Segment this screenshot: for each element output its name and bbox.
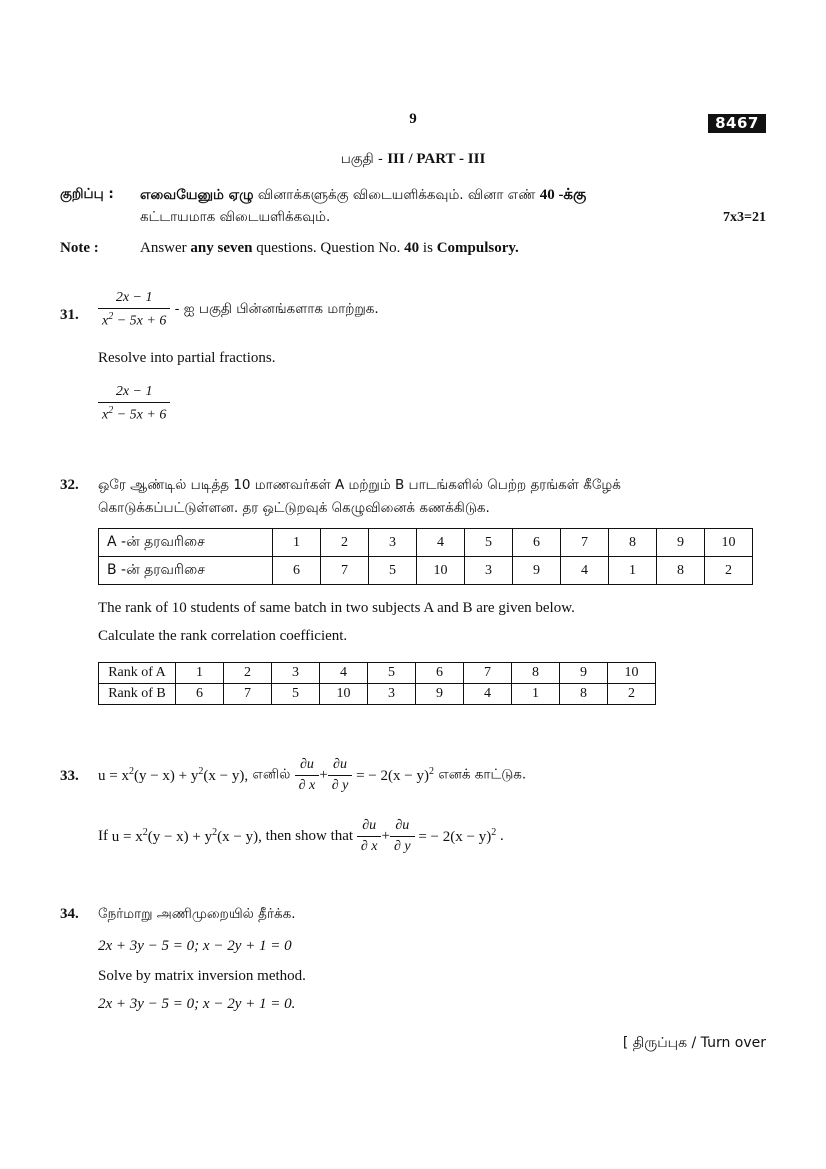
q32-ta-line2: கொடுக்கப்பட்டுள்ளன. தர ஒட்டுறவுக் கெழுவினைக் கணக்கிடுக.: [98, 500, 490, 516]
q34-equation-ta: 2x + 3y − 5 = 0; x − 2y + 1 = 0: [98, 938, 292, 954]
ta-rank-a-cell: 2: [321, 529, 369, 557]
ta-rank-b-cell: 3: [465, 557, 513, 585]
note-en-bold3: Compulsory.: [436, 240, 519, 256]
q31-en-fraction-wrap: [98, 384, 170, 424]
part-title: [0, 151, 826, 169]
q33-u-c-en: (x − y),: [217, 829, 262, 845]
q31-frac-den-en: [98, 403, 170, 424]
q31-ta-text: - ஐ பகுதி பின்னங்களாக மாற்றுக.: [170, 300, 379, 317]
en-rank-a-cell: 2: [224, 663, 272, 684]
en-row-b-label: Rank of B: [99, 684, 176, 705]
q34-en-text: Solve by matrix inversion method.: [98, 968, 306, 984]
q33-du-dx-en: [357, 818, 382, 855]
q31-ta-line: [98, 290, 379, 330]
ta-row-b-label: B -ன் தரவரிசை: [99, 557, 273, 585]
en-rank-a-cell: 6: [416, 663, 464, 684]
q33-rhs-expr-en: = − 2(x − y): [418, 829, 492, 845]
q33-en-if: If: [98, 828, 112, 844]
en-rank-b-cell: 4: [464, 684, 512, 705]
paper-code-badge: 8467: [708, 114, 766, 133]
q33-du-dy: [328, 757, 353, 794]
en-rank-a-cell: 10: [608, 663, 656, 684]
q33-dy-en: ∂ y: [393, 839, 411, 854]
note-ta-q-number: 40 -க்கு: [539, 187, 587, 203]
ta-row-a-label: A -ன் தரவரிசை: [99, 529, 273, 557]
note-en-label: Note :: [60, 240, 99, 256]
en-rank-a-cell: 4: [320, 663, 368, 684]
q33-dx: ∂ x: [298, 778, 316, 793]
table-row: [99, 663, 656, 684]
q31-frac-num: 2x − 1: [98, 290, 170, 309]
ta-rank-b-cell: 6: [273, 557, 321, 585]
note-en: [140, 240, 519, 257]
q33-du-dy-en: [390, 818, 415, 855]
q33-ta-show: எனக் காட்டுக.: [433, 766, 527, 783]
en-rank-b-cell: 1: [512, 684, 560, 705]
en-rank-a-cell: 5: [368, 663, 416, 684]
q33-u-b-en: (y − x) + y: [147, 829, 213, 845]
ta-rank-a-cell: 3: [369, 529, 417, 557]
q33-u-expr-en: [112, 829, 262, 845]
en-rank-b-cell: 9: [416, 684, 464, 705]
q31-fraction-en: [98, 384, 170, 424]
part-title-ta: பகுதி -: [340, 151, 388, 167]
q33-en-end: .: [496, 828, 504, 844]
q33-rhs-sup-en: 2: [491, 827, 497, 838]
q33-rhs-expr: = − 2(x − y): [356, 768, 429, 784]
q33-plus: +: [319, 767, 328, 783]
q33-number: 33.: [60, 768, 79, 784]
page-number: 9: [409, 111, 417, 127]
table-row: [99, 684, 656, 705]
q32-number: 32.: [60, 477, 79, 493]
q33-rhs: [356, 768, 434, 784]
ta-rank-b-cell: 9: [513, 557, 561, 585]
en-rank-b-cell: 10: [320, 684, 368, 705]
q33-u-sup2-en: 2: [212, 827, 218, 838]
q33-dy: ∂ y: [331, 778, 349, 793]
en-rank-a-cell: 1: [176, 663, 224, 684]
q33-rhs-sup: 2: [428, 766, 434, 777]
q31-frac-den: [98, 309, 170, 330]
ta-rank-a-cell: 1: [273, 529, 321, 557]
ta-rank-b-cell: 2: [705, 557, 753, 585]
q32-ta-rank-table: [98, 528, 753, 585]
note-en-bold1: any seven: [190, 240, 253, 256]
q31-den-b: − 5x + 6: [113, 313, 167, 329]
ta-rank-b-cell: 1: [609, 557, 657, 585]
note-en-part1: Answer: [140, 240, 191, 256]
note-en-part2: questions. Question No.: [252, 240, 405, 256]
en-rank-a-cell: 7: [464, 663, 512, 684]
note-en-part3: is: [419, 240, 437, 256]
q33-ta-line: [98, 757, 526, 794]
q33-en-then: then show that: [261, 828, 357, 844]
en-rank-b-cell: 3: [368, 684, 416, 705]
en-rank-a-cell: 3: [272, 663, 320, 684]
q33-u-sup1-en: 2: [142, 827, 148, 838]
q31-den-sup: 2: [108, 311, 114, 322]
ta-rank-a-cell: 6: [513, 529, 561, 557]
q31-frac-num-en: 2x − 1: [98, 384, 170, 403]
q31-fraction-ta: [98, 290, 170, 330]
en-rank-b-cell: 5: [272, 684, 320, 705]
ta-rank-a-cell: 4: [417, 529, 465, 557]
ta-rank-a-cell: 5: [465, 529, 513, 557]
q33-u-a-en: u = x: [111, 829, 143, 845]
q34-equation-en: 2x + 3y − 5 = 0; x − 2y + 1 = 0.: [98, 996, 296, 1012]
q33-du-en: ∂u: [357, 818, 382, 837]
q31-den-a: x: [102, 313, 109, 329]
note-ta-line1-rest: வினாக்களுக்கு விடையளிக்கவும். வினா எண்: [253, 187, 540, 203]
note-en-bold2: 40: [404, 240, 420, 256]
part-title-en: III / PART - III: [387, 151, 486, 167]
q33-u-expr: [98, 768, 248, 784]
ta-rank-a-cell: 8: [609, 529, 657, 557]
en-rank-a-cell: 8: [512, 663, 560, 684]
q31-en-text: Resolve into partial fractions.: [98, 350, 276, 366]
q32-ta-line1: ஒரே ஆண்டில் படித்த 10 மாணவர்கள் A மற்றும் B பாடங்களில் பெற்ற தரங்கள் கீழேக்: [98, 477, 621, 493]
note-ta-line2: கட்டாயமாக விடையளிக்கவும்.: [140, 209, 331, 225]
ta-rank-a-cell: 9: [657, 529, 705, 557]
en-rank-a-cell: 9: [560, 663, 608, 684]
en-rank-b-cell: 2: [608, 684, 656, 705]
turn-over: [ திருப்புக / Turn over: [622, 1035, 766, 1051]
q31-den-a-en: x: [102, 407, 109, 423]
q33-plus-en: +: [381, 828, 390, 844]
q32-en-line2: Calculate the rank correlation coefficient.: [98, 628, 348, 644]
en-rank-b-cell: 6: [176, 684, 224, 705]
ta-rank-b-cell: 4: [561, 557, 609, 585]
q33-dx-en: ∂ x: [360, 839, 378, 854]
q34-number: 34.: [60, 906, 79, 922]
q33-du-dx: [295, 757, 320, 794]
q33-du: ∂u: [295, 757, 320, 776]
ta-rank-b-cell: 7: [321, 557, 369, 585]
q33-en-line: [98, 818, 504, 855]
q31-den-sup-en: 2: [108, 405, 114, 416]
q33-rhs-en: [418, 829, 496, 845]
note-ta-label: குறிப்பு :: [60, 186, 114, 202]
q33-u-a: u = x: [98, 768, 129, 784]
ta-rank-a-cell: 10: [705, 529, 753, 557]
q32-en-rank-table: [98, 662, 656, 705]
note-ta-line1: [140, 186, 586, 205]
en-rank-b-cell: 7: [224, 684, 272, 705]
q31-den-b-en: − 5x + 6: [113, 407, 167, 423]
table-row: [99, 529, 753, 557]
q32-en-line1: The rank of 10 students of same batch in two subjects A and B are given below.: [98, 600, 575, 616]
q34-ta-text: நேர்மாறு அணிமுறையில் தீர்க்க.: [98, 906, 296, 922]
q33-u-sup2: 2: [198, 766, 204, 777]
marks-allocation: 7x3=21: [723, 210, 766, 225]
q33-u-sup1: 2: [128, 766, 134, 777]
table-row: [99, 557, 753, 585]
q33-du2-en: ∂u: [390, 818, 415, 837]
q33-du2: ∂u: [328, 757, 353, 776]
en-rank-b-cell: 8: [560, 684, 608, 705]
note-ta-bold: எவையேனும் ஏழு: [140, 187, 254, 203]
q33-u-b: (y − x) + y: [133, 768, 199, 784]
q33-ta-if: எனில்: [248, 766, 295, 783]
ta-rank-a-cell: 7: [561, 529, 609, 557]
ta-rank-b-cell: 10: [417, 557, 465, 585]
q31-number: 31.: [60, 307, 79, 323]
en-row-a-label: Rank of A: [99, 663, 176, 684]
ta-rank-b-cell: 8: [657, 557, 705, 585]
q33-u-c: (x − y),: [203, 768, 249, 784]
ta-rank-b-cell: 5: [369, 557, 417, 585]
